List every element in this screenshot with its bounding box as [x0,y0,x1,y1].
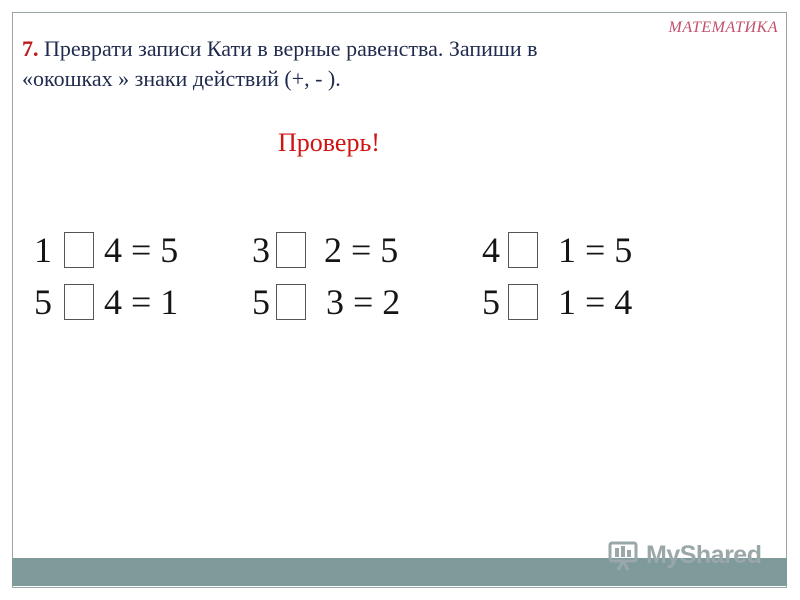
equation-right-side: 2 = 5 [324,230,399,270]
equation-2 [252,230,422,270]
equation-5 [252,282,422,322]
subject-label: МАТЕМАТИКА [668,19,778,36]
operator-box[interactable] [64,232,94,268]
equation-left-operand: 4 [482,230,500,270]
task-line-2: «окошках » знаки действий (+, - ). [22,66,341,91]
operator-box[interactable] [276,284,306,320]
equation-left-operand: 5 [34,282,52,322]
task-number: 7. [22,36,39,61]
equation-3 [482,230,652,270]
task-line-1: Преврати записи Кати в верные равенства. Запиши в [38,36,538,61]
equation-1 [34,230,204,270]
equation-left-operand: 5 [482,282,500,322]
operator-box[interactable] [508,284,538,320]
task-text [22,34,722,94]
equation-4 [34,282,204,322]
equation-right-side: 1 = 5 [558,230,633,270]
equation-right-side: 1 = 4 [558,282,633,322]
operator-box[interactable] [276,232,306,268]
equation-right-side: 4 = 1 [104,282,179,322]
equation-right-side: 4 = 5 [104,230,179,270]
operator-box[interactable] [508,232,538,268]
watermark-text: MyShared [646,540,762,569]
equation-left-operand: 3 [252,230,270,270]
watermark [606,537,761,573]
equation-6 [482,282,652,322]
operator-box[interactable] [64,284,94,320]
myshared-logo-icon [606,537,642,573]
equation-left-operand: 5 [252,282,270,322]
equation-left-operand: 1 [34,230,52,270]
equation-right-side: 3 = 2 [326,282,401,322]
check-button[interactable]: Проверь! [278,128,380,157]
